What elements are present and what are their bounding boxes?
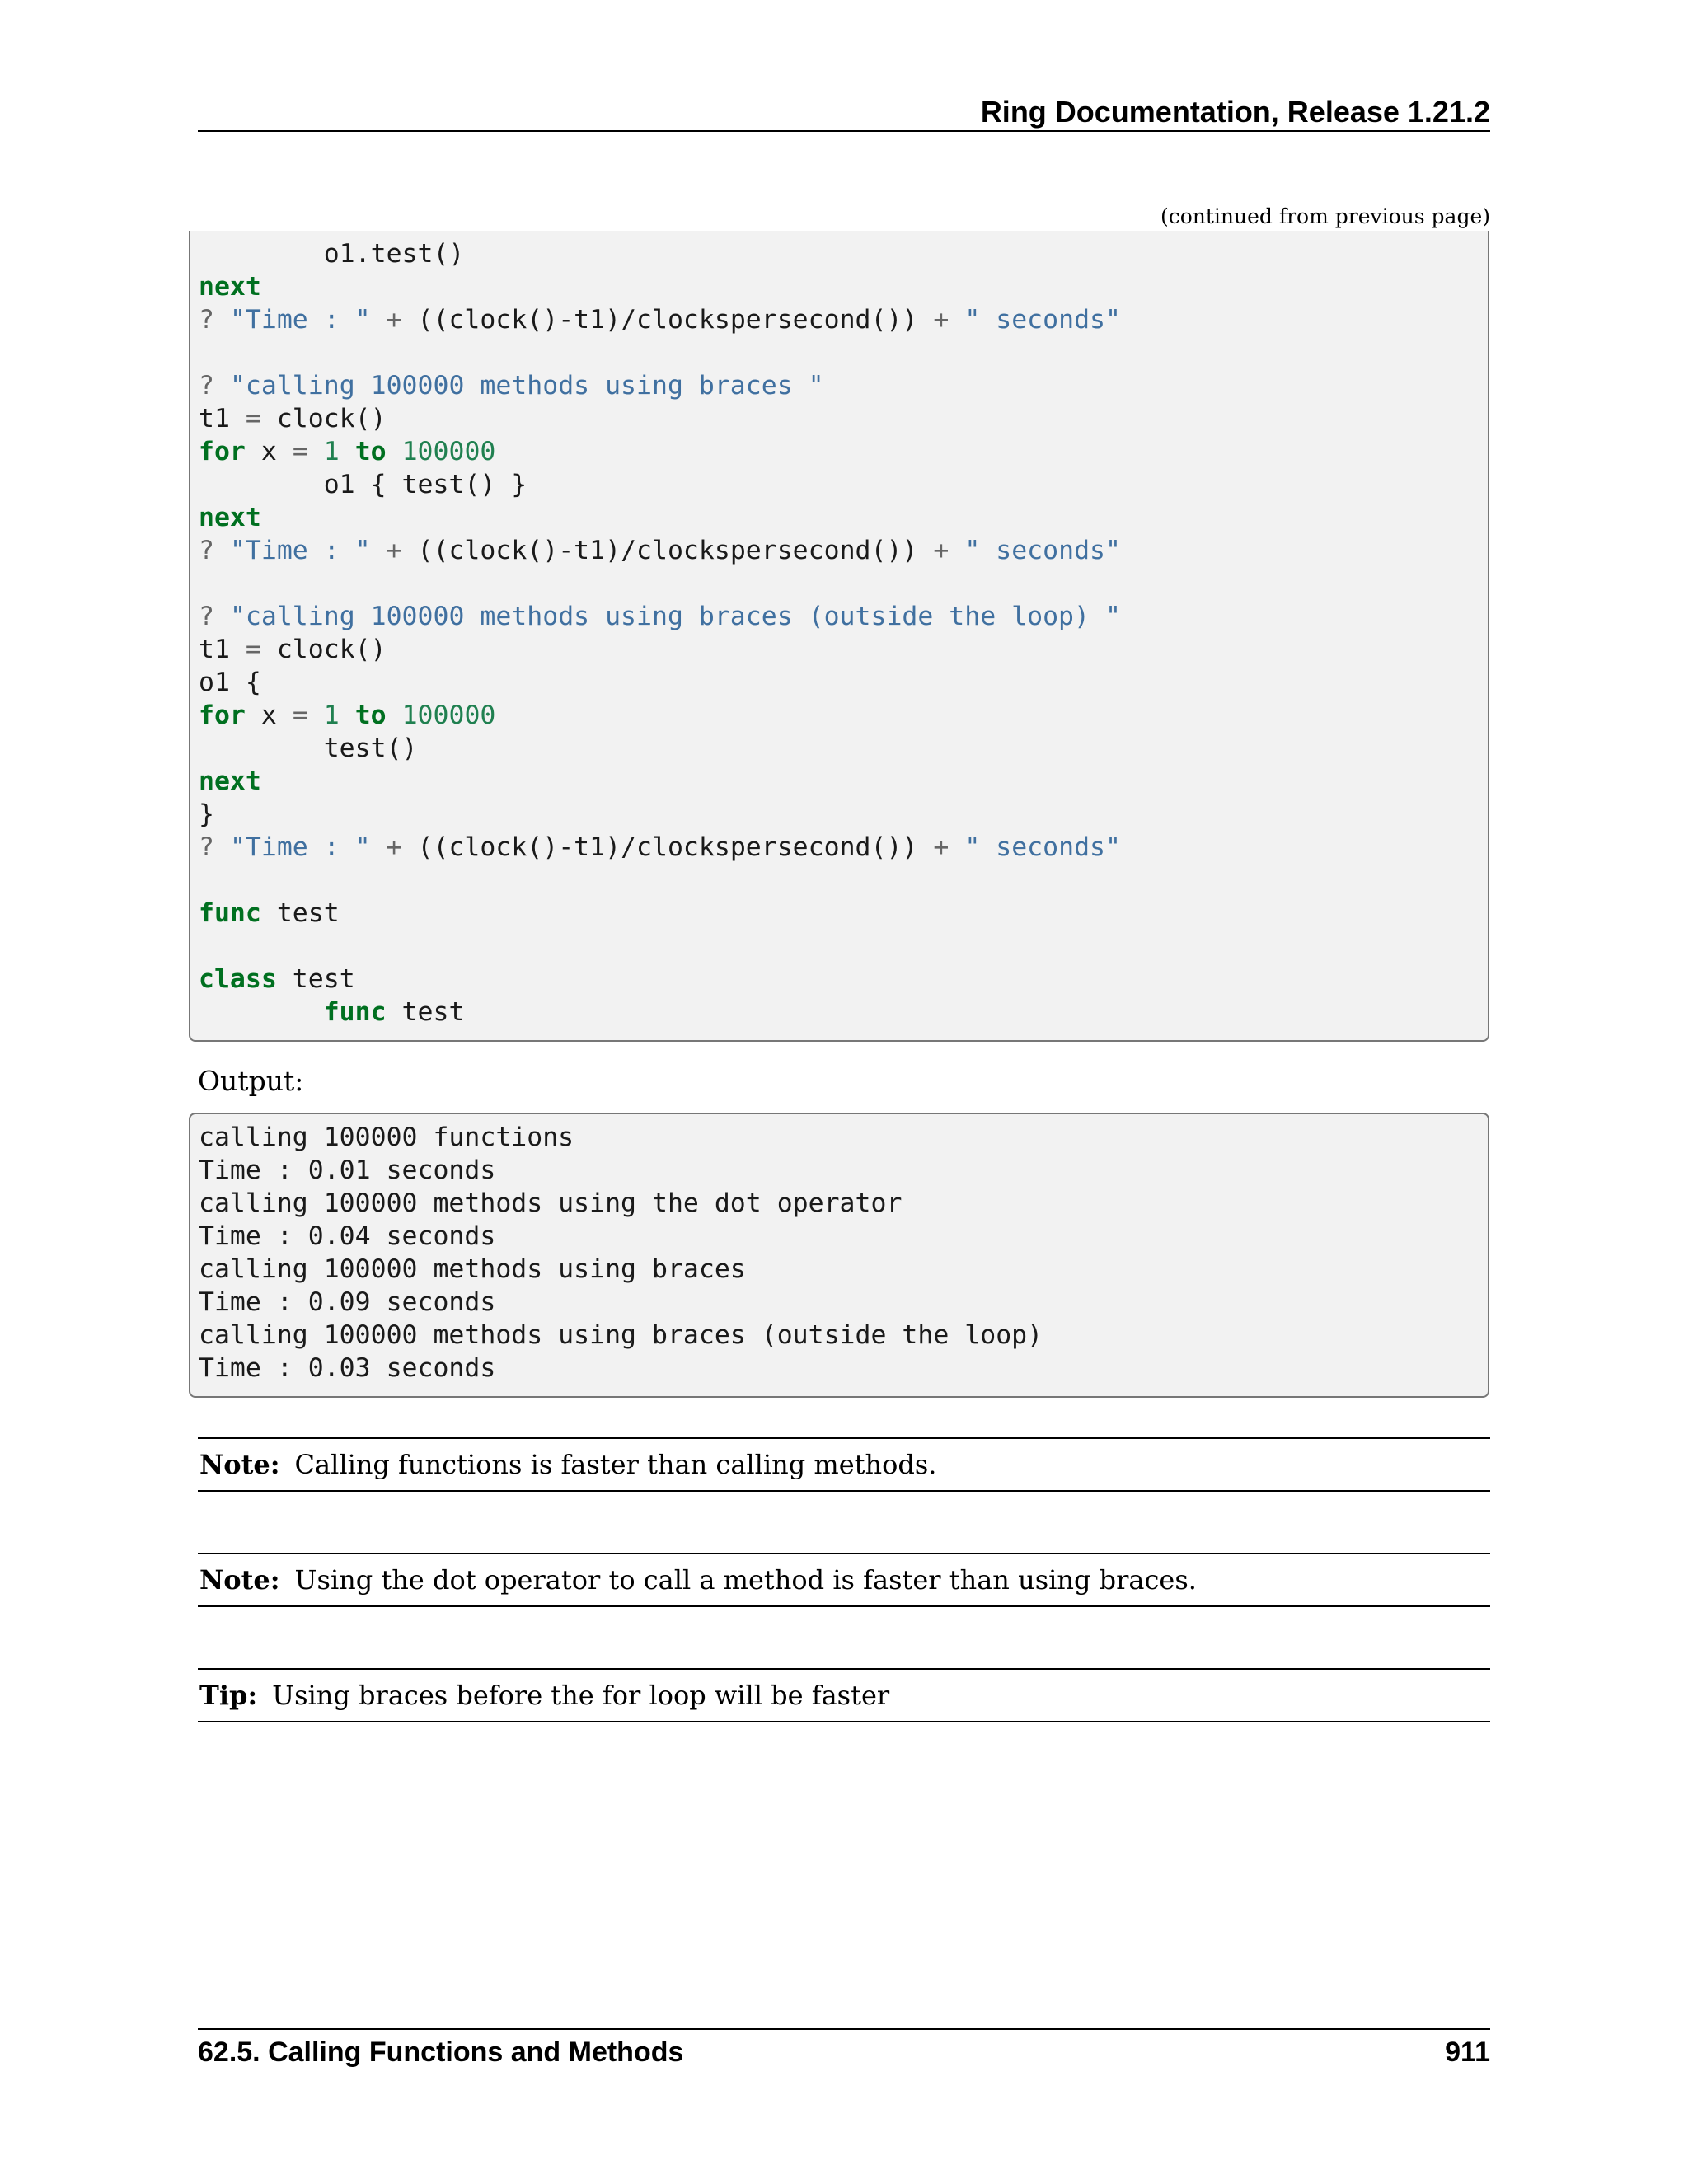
code-text: test() xyxy=(323,733,418,763)
code-operator: + xyxy=(933,536,950,565)
code-number: 1 xyxy=(323,437,340,466)
code-line xyxy=(199,666,1488,699)
output-line: calling 100000 methods using braces xyxy=(199,1254,746,1284)
code-keyword: to xyxy=(354,437,387,466)
code-string: "Time : " xyxy=(229,305,371,335)
code-line xyxy=(199,600,1488,633)
code-string: " seconds" xyxy=(964,536,1121,565)
code-operator: ? xyxy=(199,371,214,401)
code-line xyxy=(199,699,1488,732)
code-string: "Time : " xyxy=(229,832,371,862)
code-line xyxy=(199,501,1488,534)
code-line xyxy=(199,237,1488,270)
footer-section-title: 62.5. Calling Functions and Methods xyxy=(198,2036,684,2068)
code-text: ((clock()-t1)/clockspersecond()) xyxy=(417,305,918,335)
code-line xyxy=(199,633,1488,666)
code-line xyxy=(199,567,1488,600)
page-number: 911 xyxy=(1445,2036,1490,2068)
code-operator: = xyxy=(245,635,261,664)
code-operator: + xyxy=(386,536,402,565)
code-block xyxy=(189,231,1489,1042)
code-text: x xyxy=(260,437,277,466)
code-number: 100000 xyxy=(401,437,496,466)
admonition-title: Note: xyxy=(199,1564,280,1596)
code-line xyxy=(199,798,1488,831)
code-text: ((clock()-t1)/clockspersecond()) xyxy=(417,832,918,862)
code-text: } xyxy=(199,799,214,829)
code-text: t1 xyxy=(199,635,230,664)
code-line xyxy=(199,369,1488,402)
tip-admonition xyxy=(198,1668,1490,1722)
code-line xyxy=(199,732,1488,765)
admonition-title: Tip: xyxy=(199,1680,258,1711)
code-operator: = xyxy=(292,437,308,466)
code-number: 1 xyxy=(323,701,340,730)
output-line: Time : 0.01 seconds xyxy=(199,1155,496,1185)
continued-caption: (continued from previous page) xyxy=(1160,204,1490,228)
output-line: calling 100000 methods using the dot operator xyxy=(199,1188,903,1218)
code-text: clock() xyxy=(276,404,387,434)
code-string: "calling 100000 methods using braces (outside the loop) " xyxy=(229,602,1121,631)
code-text: clock() xyxy=(276,635,387,664)
code-line xyxy=(199,534,1488,567)
output-line: calling 100000 methods using braces (outside the loop) xyxy=(199,1320,1043,1350)
code-text: t1 xyxy=(199,404,230,434)
note-admonition xyxy=(198,1437,1490,1492)
code-text: x xyxy=(260,701,277,730)
code-operator: + xyxy=(386,832,402,862)
code-operator: = xyxy=(245,404,261,434)
code-line xyxy=(199,897,1488,930)
code-text: o1 { test() } xyxy=(323,470,528,499)
code-keyword: next xyxy=(199,766,261,796)
code-keyword: to xyxy=(354,701,387,730)
admonition-text: Calling functions is faster than calling methods. xyxy=(294,1449,937,1480)
code-string: " seconds" xyxy=(964,305,1121,335)
code-line xyxy=(199,468,1488,501)
code-keyword: next xyxy=(199,503,261,532)
code-operator: + xyxy=(933,305,950,335)
code-line xyxy=(199,270,1488,303)
code-operator: + xyxy=(386,305,402,335)
code-keyword: class xyxy=(199,964,277,994)
code-operator: + xyxy=(933,832,950,862)
code-keyword: for xyxy=(199,701,246,730)
code-operator: ? xyxy=(199,536,214,565)
output-line: Time : 0.03 seconds xyxy=(199,1353,496,1383)
output-line: Time : 0.09 seconds xyxy=(199,1287,496,1317)
code-keyword: func xyxy=(199,898,261,928)
code-operator: ? xyxy=(199,305,214,335)
code-line xyxy=(199,831,1488,864)
admonition-text: Using the dot operator to call a method is faster than using braces. xyxy=(294,1564,1197,1596)
code-line xyxy=(199,435,1488,468)
code-text: test xyxy=(292,964,355,994)
footer-divider xyxy=(198,2028,1490,2030)
output-block xyxy=(189,1113,1489,1398)
code-text: ((clock()-t1)/clockspersecond()) xyxy=(417,536,918,565)
code-line xyxy=(199,996,1488,1029)
note-admonition xyxy=(198,1553,1490,1607)
code-text: test xyxy=(401,997,465,1027)
code-keyword: for xyxy=(199,437,246,466)
output-line: Time : 0.04 seconds xyxy=(199,1221,496,1251)
code-keyword: func xyxy=(323,997,387,1027)
code-operator: = xyxy=(292,701,308,730)
code-text: o1 { xyxy=(199,668,261,697)
output-line: calling 100000 functions xyxy=(199,1122,574,1152)
header-divider xyxy=(198,130,1490,132)
code-text: test xyxy=(276,898,340,928)
code-line xyxy=(199,930,1488,963)
code-number: 100000 xyxy=(401,701,496,730)
page-header-title: Ring Documentation, Release 1.21.2 xyxy=(980,95,1490,129)
output-label: Output: xyxy=(198,1065,304,1097)
code-line xyxy=(199,864,1488,897)
code-string: "Time : " xyxy=(229,536,371,565)
code-keyword: next xyxy=(199,272,261,302)
code-operator: ? xyxy=(199,832,214,862)
code-line xyxy=(199,402,1488,435)
code-operator: ? xyxy=(199,602,214,631)
code-line xyxy=(199,765,1488,798)
code-line xyxy=(199,336,1488,369)
code-string: " seconds" xyxy=(964,832,1121,862)
admonition-text: Using braces before the for loop will be faster xyxy=(272,1680,890,1711)
code-string: "calling 100000 methods using braces " xyxy=(229,371,824,401)
admonition-title: Note: xyxy=(199,1449,280,1480)
code-line xyxy=(199,963,1488,996)
code-text: o1.test() xyxy=(323,239,465,269)
code-line xyxy=(199,303,1488,336)
